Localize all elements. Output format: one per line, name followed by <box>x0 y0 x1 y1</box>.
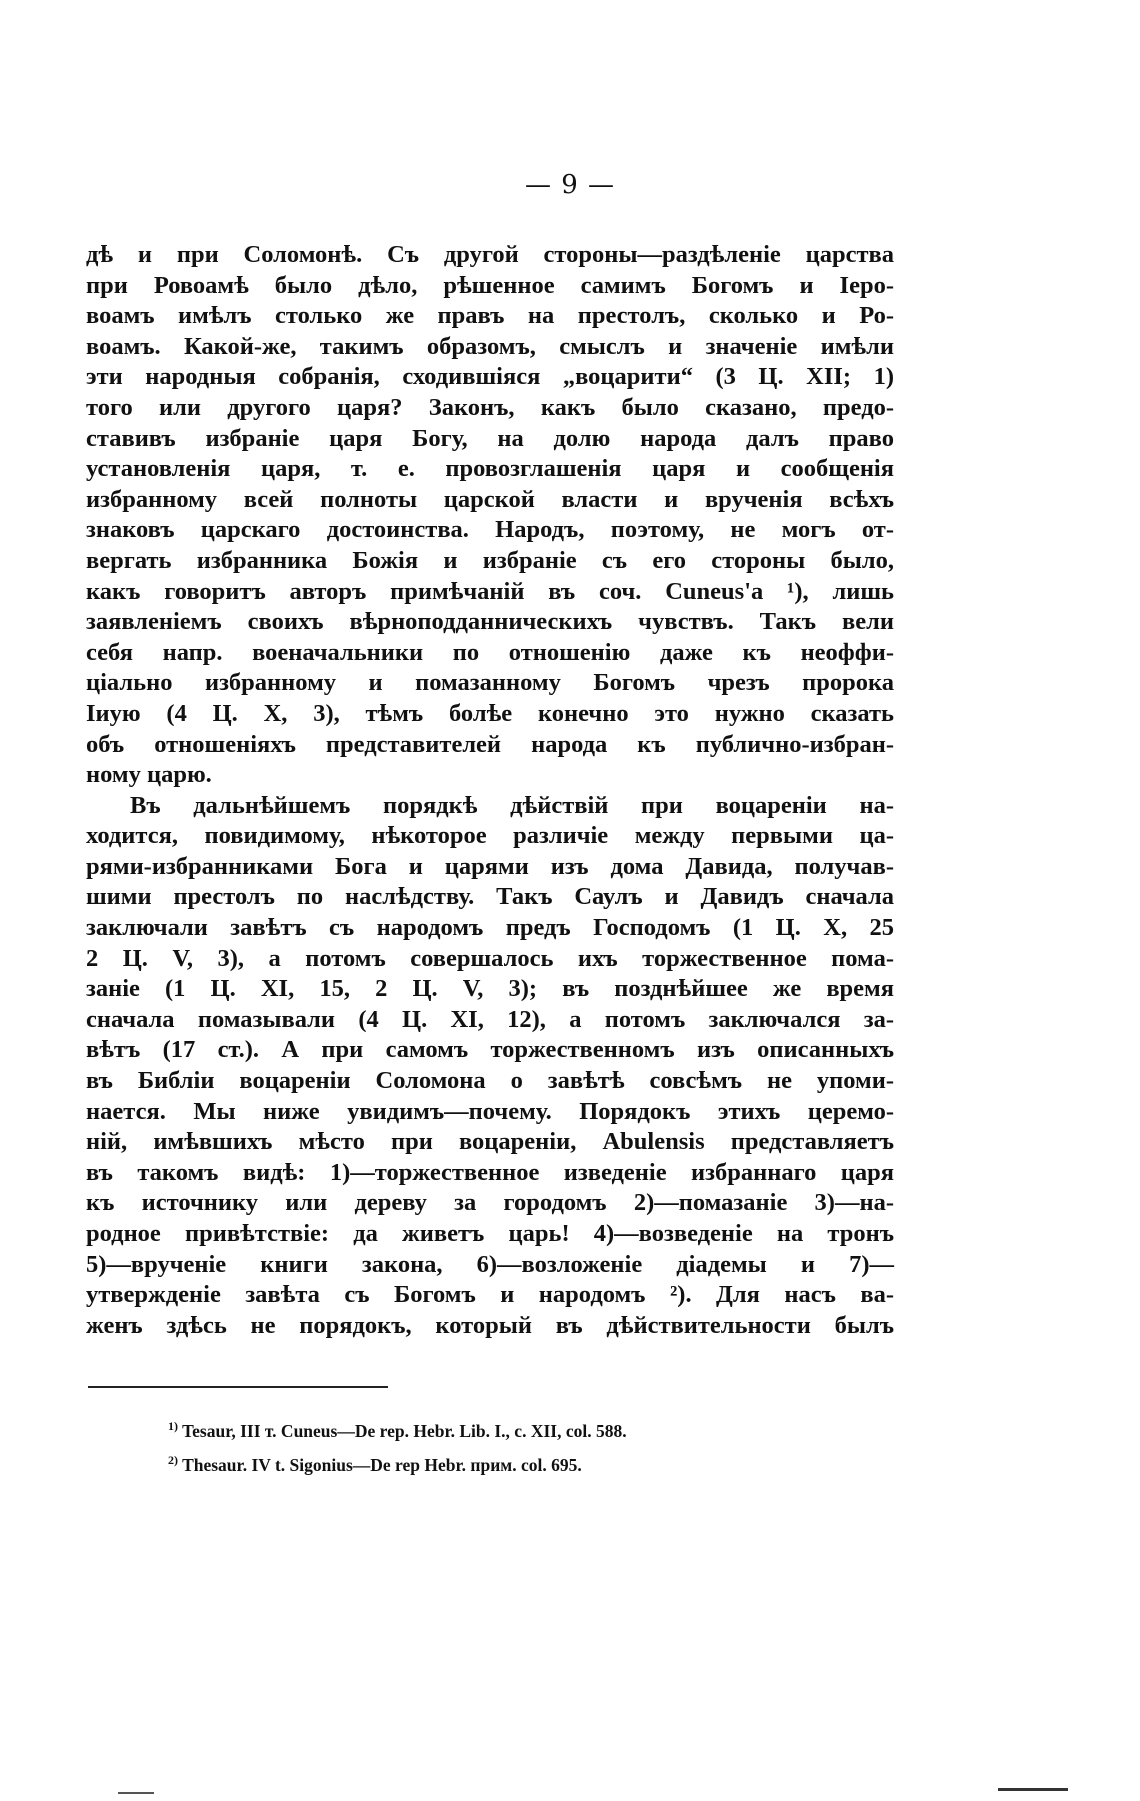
text-line: знаковъ царскаго достоинства. Народъ, поэтому, не могъ от- <box>86 516 894 544</box>
text-line: ній, имѣвшихъ мѣсто при воцареніи, Abulensis представляетъ <box>86 1128 894 1156</box>
text-line: объ отношеніяхъ представителей народа къ публично-избран- <box>86 730 894 758</box>
text-line: того или другого царя? Законъ, какъ было сказано, предо- <box>86 393 894 421</box>
text-line: ходится, повидимому, нѣкоторое различіе между первыми ца- <box>86 822 894 850</box>
footnote-divider <box>88 1386 388 1388</box>
footnote-text: Tesaur, III т. Cuneus—De rep. Hebr. Lib. I., c. XII, col. 588. <box>182 1420 627 1441</box>
text-line: при Ровоамѣ было дѣло, рѣшенное самимъ Богомъ и Іеро- <box>86 271 894 299</box>
footnotes <box>168 1412 868 1480</box>
footnote-marker: 1) <box>168 1419 178 1433</box>
footnote-marker: 2) <box>168 1452 178 1467</box>
text-line: какъ говоритъ авторъ примѣчаній въ соч. Cuneus'а ¹), лишь <box>86 577 894 605</box>
paragraph-end-line: ному царю. <box>86 761 212 789</box>
text-line: воамъ. Какой-же, такимъ образомъ, смыслъ и значеніе имѣли <box>86 332 894 360</box>
text-line: въ такомъ видѣ: 1)—торжественное изведеніе избраннаго царя <box>86 1158 894 1186</box>
text-line: установленія царя, т. е. провозглашенія царя и сообщенія <box>86 455 894 483</box>
paragraph-start-line: Въ дальнѣйшемъ порядкѣ дѣйствій при воцареніи на- <box>130 791 894 819</box>
text-line: шими престолъ по наслѣдству. Такъ Саулъ и Давидъ сначала <box>86 883 894 911</box>
text-line: женъ здѣсь не порядокъ, который въ дѣйствительности былъ <box>86 1311 894 1339</box>
text-line: 5)—врученіе книги закона, 6)—возложеніе діадемы и 7)— <box>86 1250 894 1278</box>
text-line: въ Библіи воцареніи Соломона о завѣтѣ совсѣмъ не упоми- <box>86 1067 894 1095</box>
text-line: дѣ и при Соломонѣ. Съ другой стороны—раздѣленіе царства <box>86 241 894 268</box>
page-edge-marks <box>0 1782 1140 1801</box>
text-line: нается. Мы ниже увидимъ—почему. Порядокъ этихъ церемо- <box>86 1097 894 1125</box>
text-line: воамъ имѣлъ столько же правъ на престолъ, сколько и Ро- <box>86 302 894 330</box>
footnote-text: Thesaur. IV t. Sigonius—De rep Hebr. прим. col. 695. <box>182 1454 582 1475</box>
text-line: сначала помазывали (4 Ц. XI, 12), а потомъ заключался за- <box>86 1005 894 1033</box>
text-line: избранному всей полноты царской власти и врученія всѣхъ <box>86 485 894 513</box>
body-text <box>86 240 894 1341</box>
text-line: Іиую (4 Ц. X, 3), тѣмъ болѣе конечно это нужно сказать <box>86 699 894 727</box>
scan-mark-right <box>998 1788 1068 1791</box>
text-line: ставивъ избраніе царя Богу, на долю народа далъ право <box>86 424 894 452</box>
text-line: 2 Ц. V, 3), а потомъ совершалось ихъ торжественное пома- <box>86 944 894 972</box>
page-number: — 9 — <box>524 170 616 200</box>
text-line: рями-избранниками Бога и царями изъ дома Давида, получав- <box>86 852 894 880</box>
text-line: эти народныя собранія, сходившіяся „воцарити“ (3 Ц. XII; 1) <box>86 363 894 391</box>
text-line: вѣтъ (17 ст.). А при самомъ торжественномъ изъ описанныхъ <box>86 1036 894 1064</box>
text-line: заявленіемъ своихъ вѣрноподданническихъ чувствъ. Такъ вели <box>86 608 894 636</box>
text-line: вергать избранника Божія и избраніе съ его стороны было, <box>86 546 894 574</box>
scan-mark-left <box>118 1792 154 1794</box>
text-line: заніе (1 Ц. XI, 15, 2 Ц. V, 3); въ позднѣйшее же время <box>86 975 894 1003</box>
text-line: заключали завѣтъ съ народомъ предъ Господомъ (1 Ц. X, 25 <box>86 914 894 942</box>
text-line: ціально избранному и помазанному Богомъ чрезъ пророка <box>86 669 894 697</box>
text-line: къ источнику или дереву за городомъ 2)—помазаніе 3)—на- <box>86 1189 894 1217</box>
footnote-1 <box>168 1412 868 1446</box>
text-line: родное привѣтствіе: да живетъ царь! 4)—возведеніе на тронъ <box>86 1220 894 1247</box>
text-line: утвержденіе завѣта съ Богомъ и народомъ ²). Для насъ ва- <box>86 1281 894 1309</box>
footnote-2 <box>168 1446 868 1480</box>
text-line: себя напр. военачальники по отношенію даже къ неоффи- <box>86 638 894 666</box>
